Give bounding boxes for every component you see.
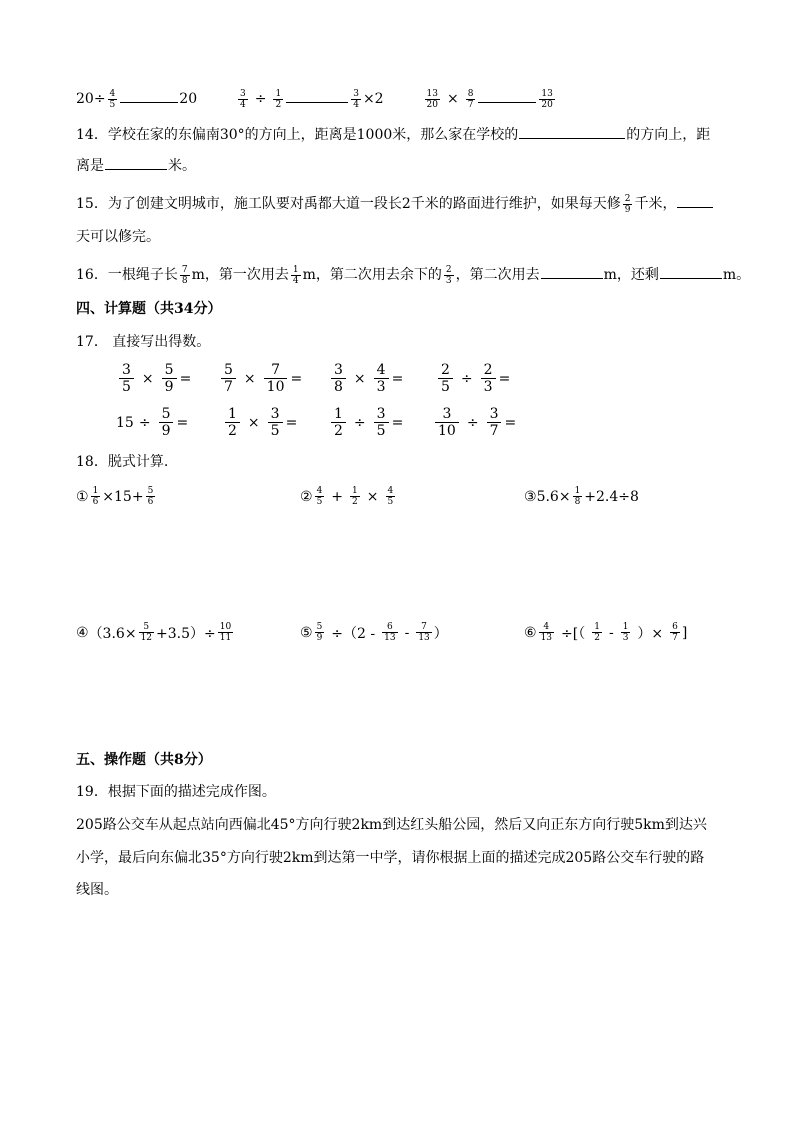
- fraction: $\frac{4}{3}$: [374, 362, 389, 395]
- q18-item-5: ⑤ $\frac{5}{9}$ ÷（2 - 6 13 - 7 13 ）: [300, 622, 448, 643]
- answer-blank[interactable]: [660, 264, 722, 279]
- q16-line: 16．一根绳子长 $\frac{7}{8}$ m，第一次用去 $\frac{1}{4}$ m，第二次用去余下的 $\frac{2}{3}$ ，第二次用去 m，还剩 m。: [76, 264, 751, 286]
- fraction: $\frac{3}{8}$: [331, 362, 346, 395]
- q19-line1: 205路公交车从起点站向西偏北45°方向行驶2km到达红头船公园，然后又向正东方向行驶5km到达兴: [76, 817, 707, 833]
- q17-item: $\frac{1}{2}$ × $\frac{3}{5}$ =: [222, 406, 297, 439]
- fraction: $\frac{1}{2}$: [331, 406, 346, 439]
- answer-blank[interactable]: [478, 88, 536, 103]
- fraction: $\frac{1}{2}$: [275, 88, 282, 110]
- fraction: $\frac{3}{7}$: [487, 406, 502, 439]
- q14-line2: 离是 米。: [76, 155, 196, 176]
- q14-line1: 14．学校在家的东偏南30°的方向上，距离是1000米，那么家在学校的 的方向上，距: [76, 124, 710, 145]
- q17-item: $\frac{1}{2}$ ÷ $\frac{3}{5}$ =: [328, 406, 403, 439]
- q17-item: $\frac{3}{5}$ × $\frac{5}{9}$ =: [116, 362, 191, 395]
- fraction: $\frac{1}{4}$: [292, 264, 299, 286]
- answer-blank[interactable]: [541, 264, 603, 279]
- fraction: $\frac{4}{5}$: [109, 88, 116, 110]
- q15-line1: 15．为了创建文明城市，施工队要对禹都大道一段长2千米的路面进行维护，如果每天修 $\frac{2}{9}$ 千米，: [76, 193, 714, 215]
- answer-blank[interactable]: [519, 124, 625, 139]
- q18-item-6: ⑥ $\frac{4}{13}$ ÷[（ 1 2 - 1 3 ）× $\frac{6}{7}$ ]: [524, 622, 688, 643]
- q17-item: $\frac{3}{8}$ × $\frac{4}{3}$ =: [328, 362, 403, 395]
- fraction: $\frac{2}{3}$: [445, 264, 452, 286]
- q19-line2: 小学，最后向东偏北35°方向行驶2km到达第一中学，请你根据上面的描述完成205路公交车行驶的路: [76, 850, 705, 866]
- fraction: $\frac{1}{2}$: [225, 406, 240, 439]
- fraction: $\frac{7}{10}$: [264, 362, 288, 395]
- answer-blank[interactable]: [105, 155, 167, 170]
- fraction: $\frac{3}{10}$: [435, 406, 459, 439]
- fraction: $\frac{13}{20}$: [426, 88, 438, 110]
- answer-blank[interactable]: [286, 88, 348, 103]
- section-title: 五、操作题（共8分）: [76, 752, 212, 768]
- fraction: $\frac{3}{4}$: [353, 88, 359, 110]
- q19-line3: 线图。: [76, 882, 118, 898]
- fraction: $\frac{8}{7}$: [467, 88, 474, 110]
- fraction: $\frac{2}{3}$: [481, 362, 496, 395]
- q18-item-4: ④ （3.6× $\frac{5}{12}$ +3.5）÷ $\frac{10}{11}$: [76, 622, 232, 643]
- section-title: 四、计算题（共34分）: [76, 301, 222, 317]
- q19-title: 19．根据下面的描述完成作图。: [76, 784, 276, 800]
- fraction: $\frac{2}{9}$: [624, 193, 631, 215]
- answer-blank[interactable]: [677, 193, 713, 208]
- fraction: $\frac{13}{20}$: [541, 88, 553, 110]
- fraction: $\frac{5}{9}$: [162, 362, 177, 395]
- fraction: $\frac{3}{4}$: [240, 88, 246, 110]
- q17-item: $\frac{2}{5}$ ÷ $\frac{2}{3}$ =: [435, 362, 510, 395]
- fraction: $\frac{3}{5}$: [119, 362, 134, 395]
- fraction: $\frac{5}{9}$: [159, 406, 174, 439]
- q18-item-3: ③ 5.6× $\frac{1}{8}$ +2.4÷8: [524, 486, 639, 507]
- q18-item-1: ① $\frac{1}{6}$ ×15+ $\frac{5}{6}$: [76, 486, 154, 507]
- q18-item-2: ② 4 5 + $\frac{1}{2}$ × $\frac{4}{5}$: [300, 486, 394, 507]
- q13-a-left: 20÷: [76, 91, 106, 107]
- fraction: $\frac{3}{5}$: [268, 406, 283, 439]
- q17-item: $\frac{3}{10}$ ÷ $\frac{3}{7}$ =: [432, 406, 516, 439]
- q18-title: 18．脱式计算.: [76, 454, 169, 470]
- q17-item: $\frac{5}{7}$ × $\frac{7}{10}$ =: [218, 362, 302, 395]
- q13-row: 20÷ $\frac{4}{5}$ 20 $\frac{3}{4}$ ÷ $\frac{1}{2}$ $\frac{3}{4}$ ×2 $\frac{13}{20}$ × $\frac{8}{7}$ $\frac{13}{20}$: [76, 88, 553, 110]
- fraction: $\frac{5}{7}$: [221, 362, 236, 395]
- fraction: $\frac{2}{5}$: [438, 362, 453, 395]
- answer-blank[interactable]: [120, 88, 178, 103]
- q17-title: 17． 直接写出得数。: [76, 334, 211, 350]
- fraction: $\frac{3}{5}$: [374, 406, 389, 439]
- q15-line2: 天可以修完。: [76, 229, 160, 245]
- q17-item: 15 ÷ $\frac{5}{9}$ =: [116, 406, 189, 439]
- fraction: $\frac{7}{8}$: [181, 264, 188, 286]
